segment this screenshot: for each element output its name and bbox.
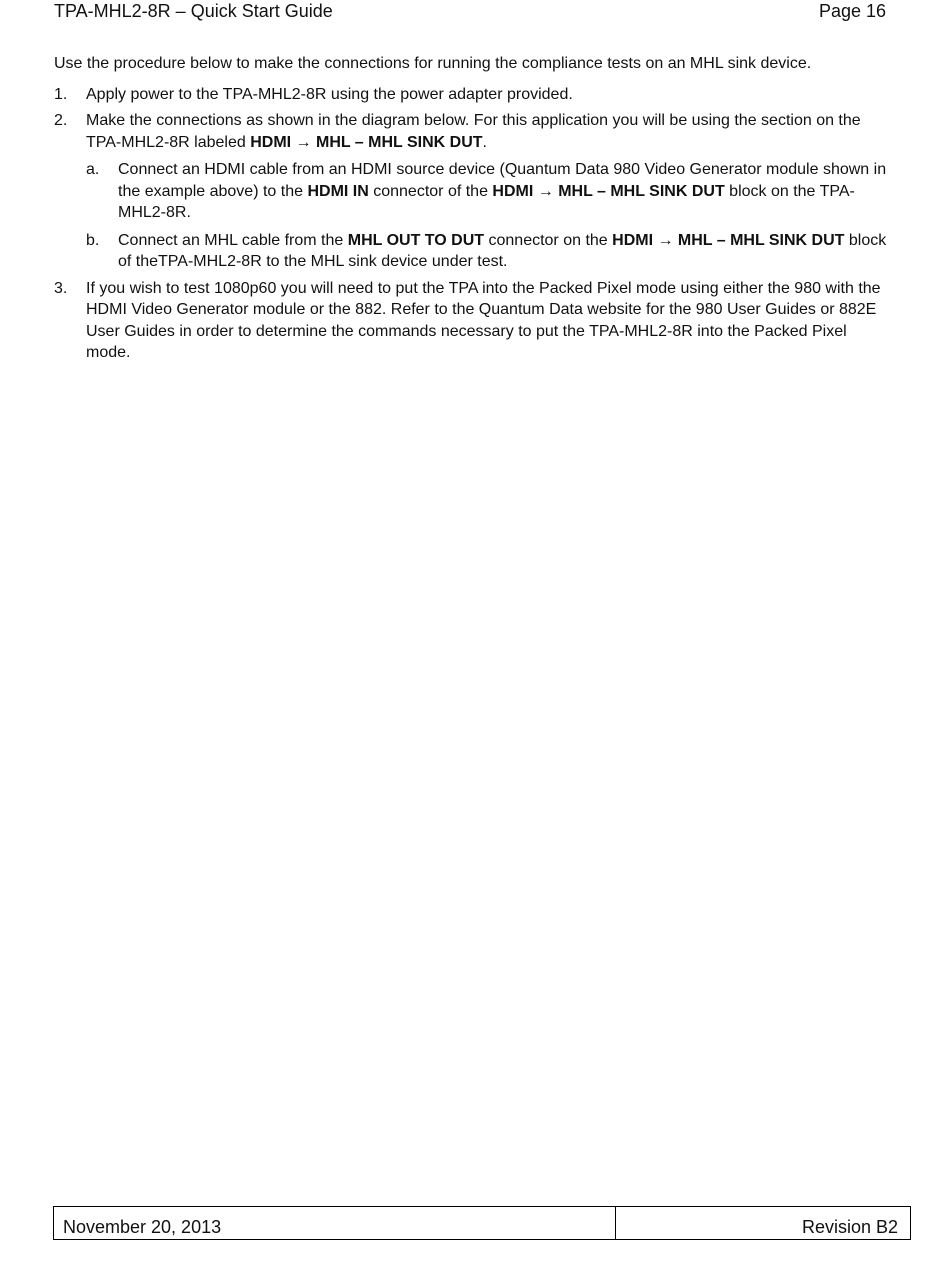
section-label: HDMI → MHL – MHL SINK DUT (612, 231, 845, 249)
step-1 (54, 84, 894, 106)
step-text: Make the connections as shown in the diagram below. For this application you will be using the section on the TPA-MHL2-8R labeled (86, 112, 861, 151)
step-number: 3. (54, 279, 68, 297)
substep-letter: b. (86, 231, 100, 249)
header-title: TPA-MHL2-8R – Quick Start Guide (54, 1, 333, 21)
section-label: HDMI → MHL – MHL SINK DUT (492, 182, 725, 200)
substep-text: connector on the (484, 231, 613, 249)
footer-table (53, 1206, 911, 1240)
substep-text: block on the TPA-MHL2-8R. (118, 182, 855, 221)
step-number: 2. (54, 112, 68, 129)
step-3 (54, 278, 894, 364)
footer-date: November 20, 2013 (54, 1207, 616, 1239)
substep-text: connector of the (368, 182, 493, 200)
step-text-end: . (482, 133, 487, 151)
document-body (54, 53, 894, 369)
connector-label: MHL OUT TO DUT (347, 231, 485, 249)
substep-letter: a. (86, 161, 100, 178)
intro-paragraph: Use the procedure below to make the connections for running the compliance tests on an MHL sink device. (54, 55, 812, 72)
step-2 (54, 110, 894, 273)
step-text: Apply power to the TPA-MHL2-8R using the power adapter provided. (86, 85, 573, 103)
connector-label: HDMI IN (307, 182, 369, 200)
substep-text: Connect an HDMI cable from an HDMI source device (Quantum Data 980 Video Generator module shown in the example above) to the (118, 161, 887, 200)
section-label: HDMI → MHL – MHL SINK DUT (250, 133, 483, 151)
step-number: 1. (54, 85, 68, 103)
substep-b (86, 230, 894, 273)
footer-revision: Revision B2 (801, 1217, 898, 1237)
page-number: Page 16 (818, 1, 886, 21)
substep-text: block of theTPA-MHL2-8R to the MHL sink device under test. (118, 231, 887, 270)
substep-text: Connect an MHL cable from the (118, 231, 348, 249)
step-text: If you wish to test 1080p60 you will need to put the TPA into the Packed Pixel mode using either the 980 with the HDMI Video Generator module or the 882. Refer to the Quantum Data website for the 980 User Guides or 882E User Guides in order to determine the commands necessary to put the TPA-MHL2-8R into the Packed Pixel mode. (86, 279, 881, 361)
substep-a (86, 159, 894, 224)
